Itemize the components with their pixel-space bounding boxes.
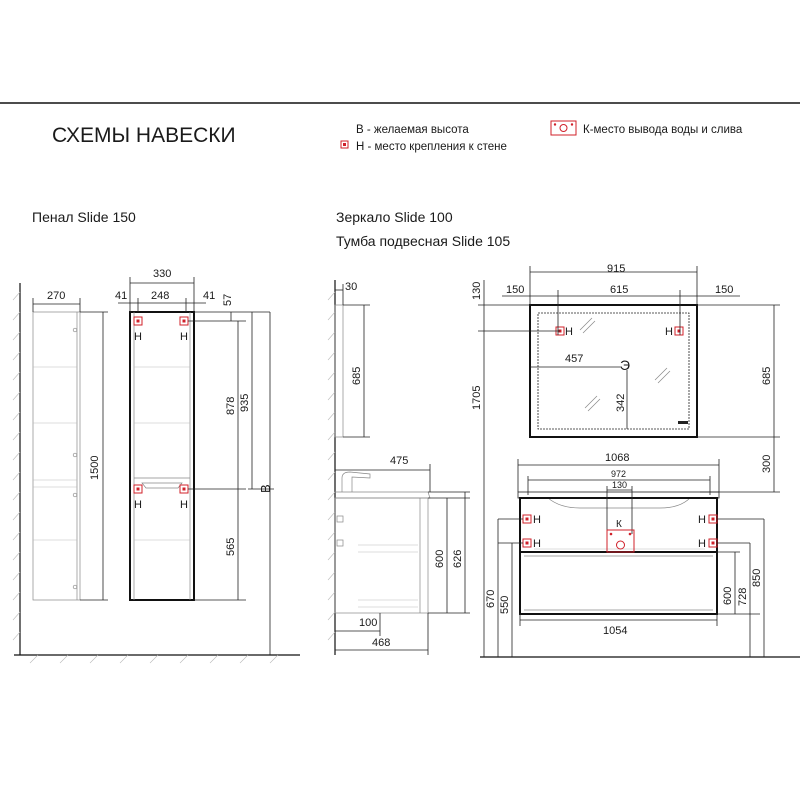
dim-cab-626: 626: [452, 549, 464, 568]
dim-penal-top: 57: [222, 293, 234, 306]
dim-h-670: 670: [485, 589, 497, 608]
dim-penal-right: 41: [203, 290, 216, 302]
dim-mirror-depth: 30: [345, 281, 358, 293]
svg-text:Н: Н: [698, 514, 706, 526]
svg-text:Н: Н: [533, 538, 541, 550]
svg-text:Н: Н: [665, 326, 673, 338]
faucet-icon: [342, 472, 370, 492]
section-cabinet: Тумба подвесная Slide 105: [336, 233, 511, 249]
svg-text:Н: Н: [134, 499, 142, 511]
dim-sink-972: 972: [611, 469, 627, 479]
legend-h: Н - место крепления к стене: [356, 141, 507, 153]
mark-b: В: [258, 484, 273, 493]
legend-k: К-место вывода воды и слива: [583, 124, 743, 136]
dim-mirror-685: 685: [761, 366, 773, 385]
svg-text:Н: Н: [134, 331, 142, 343]
page-title: СХЕМЫ НАВЕСКИ: [52, 124, 236, 147]
front-view: [471, 263, 800, 657]
penal-front-view: [115, 268, 274, 655]
mark-k: К: [616, 519, 622, 530]
dim-height-1705: 1705: [471, 385, 483, 410]
dim-penal-565: 565: [225, 537, 237, 556]
dim-mirror-width: 915: [607, 263, 626, 275]
dim-drain-130: 130: [612, 480, 628, 490]
dim-mirror-height-side: 685: [351, 366, 363, 385]
svg-text:Н: Н: [565, 326, 573, 338]
dim-mirror-615: 615: [610, 284, 629, 296]
svg-text:Н: Н: [698, 538, 706, 550]
dim-cab-100: 100: [359, 617, 378, 629]
dim-penal-height: 1500: [89, 455, 101, 480]
dim-cab-468: 468: [372, 637, 391, 649]
dim-cab-600-front: 600: [722, 586, 734, 605]
dim-h-850: 850: [751, 568, 763, 587]
svg-text:Н: Н: [180, 499, 188, 511]
dim-h-728: 728: [737, 587, 749, 606]
dim-sink-depth: 475: [390, 455, 409, 467]
svg-text:Н: Н: [180, 331, 188, 343]
outlet-symbol: Э: [620, 357, 631, 373]
dim-cab-600-side: 600: [434, 549, 446, 568]
dim-penal-878: 878: [225, 396, 237, 415]
legend-k-marker-icon: [551, 121, 576, 135]
section-penal: Пенал Slide 150: [32, 209, 136, 225]
penal-side-view: [13, 283, 300, 663]
dim-mirror-150-right: 150: [715, 284, 734, 296]
dim-cab-1054: 1054: [603, 625, 628, 637]
dim-penal-depth: 270: [47, 290, 66, 302]
dim-mirror-150-left: 150: [506, 284, 525, 296]
dim-sink-1068: 1068: [605, 452, 630, 464]
dim-penal-935: 935: [239, 393, 251, 412]
svg-text:Н: Н: [533, 514, 541, 526]
section-mirror: Зеркало Slide 100: [336, 209, 453, 225]
dim-mirror-342: 342: [615, 393, 627, 412]
dim-mirror-top: 130: [471, 281, 483, 300]
legend-b: В - желаемая высота: [356, 124, 469, 136]
dim-penal-width: 330: [153, 268, 172, 280]
dim-penal-left: 41: [115, 290, 128, 302]
dim-gap-300: 300: [761, 454, 773, 473]
dim-penal-mid: 248: [151, 290, 170, 302]
dim-h-550: 550: [499, 595, 511, 614]
side-view: [328, 280, 470, 655]
dim-mirror-457: 457: [565, 353, 584, 365]
